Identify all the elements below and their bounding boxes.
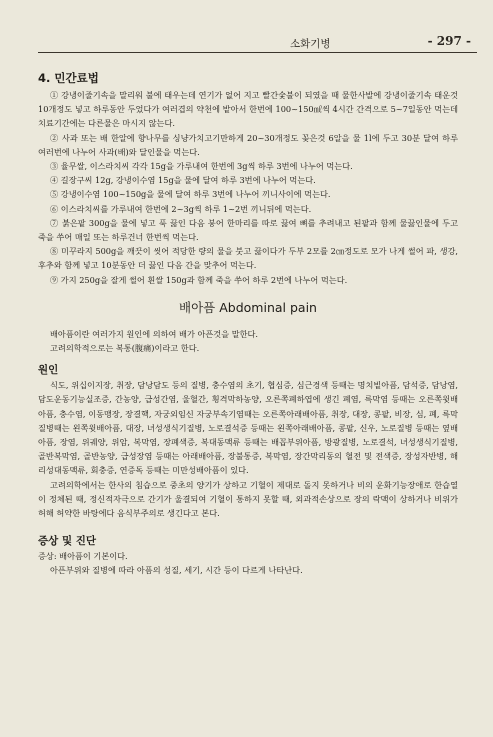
spacer (38, 520, 458, 526)
remedy-item-3: ③ 율무쌀, 이스라치씨 각각 15g을 가루내여 한번에 3g씩 하루 3번에 나누어 먹는다. (50, 161, 353, 172)
page-content (38, 58, 458, 578)
remedy-item-5: ⑤ 강냉이수염 100~150g을 물에 달여 하루 3번에 나누어 끼니사이에 먹는다. (50, 189, 331, 200)
causes-paragraph-1: 식도, 위십이지장, 취장, 담낭담도 등의 질병, 충수염의 초기, 협심증, 심근경색 등때는 명치빝아픔, 담석증, 담낭염, 담도운동기능실조증, 간농양, 급성간염, 울혈간, 횡격막하농양, 오른쪽폐하엽에 생긴 폐염, 륵막염 등때는 오른쪽윗배아픔, 충수염, 이동맹장, 장결핵, 자궁외임신 자궁부속기염때는 오른쪽아래배아픔, 취장, 대장, 콩팥, 비장, 심, 폐, 륵막질병때는 왼쪽윗배아픔, 대장, 녀성생식기질병, 노로결석증 등때는 왼쪽아래배아픔, 콩팥, 신우, 노로질병 등때는 옆배아픔, 장염, 위궤양, 위암, 복막염, 장폐색증, 복대동맥류 등때는 배꼽부위아픔, 방광질병, 노로결석, 녀성생식기질병, 골반복막염, 골반농양, 급성장염 등때는 아래배아픔, 장불통증, 복막염, 장간막리동의 혈전 및 전색증, 장성자반병, 해리성대동맥류, 회충증, 연증독 등때는 미만성배아픔이 있다. (38, 380, 458, 476)
remedy-item-6: ⑥ 이스라치씨를 가루내여 한번에 2~3g씩 하루 1~2번 끼니뒤에 먹는다. (50, 203, 312, 214)
running-header-section: 소화기병 (290, 38, 331, 50)
header-rule (38, 52, 477, 53)
causes-paragraph-2: 고려의학에서는 한사의 침습으로 중초의 양기가 상하고 기혈이 제대로 돌지 못하거나 비의 운화기능장애로 한습열이 정체된 때, 정신적자극으로 간기가 울결되여 기혈이 통하지 못할 때, 외과적손상으로 장의 락맥이 상하거나 비위가 허해 허약한 바탕에다 음식부주의로 생긴다고 본다. (38, 479, 458, 519)
folk-remedies-heading: 4. 민간료법 (38, 71, 99, 85)
page-number: - 297 - (427, 34, 471, 48)
intro-line-1: 배아픔이란 여러가지 원인에 의하여 배가 아픈것을 말한다. (50, 328, 259, 339)
intro-line-2: 고려의학적으로는 복통(腹痛)이라고 한다. (50, 343, 200, 354)
symptoms-heading: 증상 및 진단 (38, 535, 97, 548)
symptoms-line-2: 아픈부위와 질병에 따라 아픔의 성질, 세기, 시간 등이 다르게 나타난다. (50, 565, 303, 576)
chapter-title: 배아픔 Abdominal pain (179, 299, 317, 315)
remedy-item-2: ② 사과 또는 배 한알에 향나무를 싱냥가치고기만하게 20~30개정도 꽂은것 6알을 물 1l에 두고 30분 달여 하루 여러번에 나누어 사과(배)와 달인물을 먹는다. (38, 132, 458, 157)
remedy-item-4: ④ 길장구씨 12g, 강냉이수염 15g을 물에 달여 하루 3번에 나누어 먹는다. (50, 175, 316, 186)
remedy-item-1: ① 강냉이줄기속을 말리워 불에 태우는데 연기가 없어 지고 빨간숯불이 되였을 때 물한사발에 강냉이줄기속 태운것 10개정도 넣고 하루동안 두었다가 여러겹의 약천에 밭아서 한번에 100~150㎖씩 4시간 간격으로 5~7일동안 먹는데 치료기간에는 다른물은 마시지 않는다. (38, 90, 458, 129)
remedy-item-7: ⑦ 붉은팥 300g을 물에 넣고 푹 끓인 다음 붕어 한마리를 따로 끓여 뼈를 추려내고 된팥과 함께 물끓인물에 두고 죽을 쑤어 매일 또는 하루건너 한번씩 먹는다. (38, 217, 458, 243)
remedy-item-8: ⑧ 미꾸라지 500g을 깨끗이 씻어 적당한 량의 물을 붓고 끓이다가 두부 2모를 2㎝정도로 모가 나게 썰어 파, 생강, 후추와 함께 넣고 10분동안 더 끓인 다음 간을 맞추어 먹는다. (38, 246, 458, 271)
symptoms-line-1: 증상: 배아픔이 기본이다. (38, 551, 128, 562)
remedy-item-9: ⑨ 가지 250g을 잘게 썰어 흰쌀 150g과 함께 죽을 쑤어 하루 2번에 나누어 먹는다. (50, 274, 348, 285)
causes-heading: 원인 (38, 364, 59, 377)
